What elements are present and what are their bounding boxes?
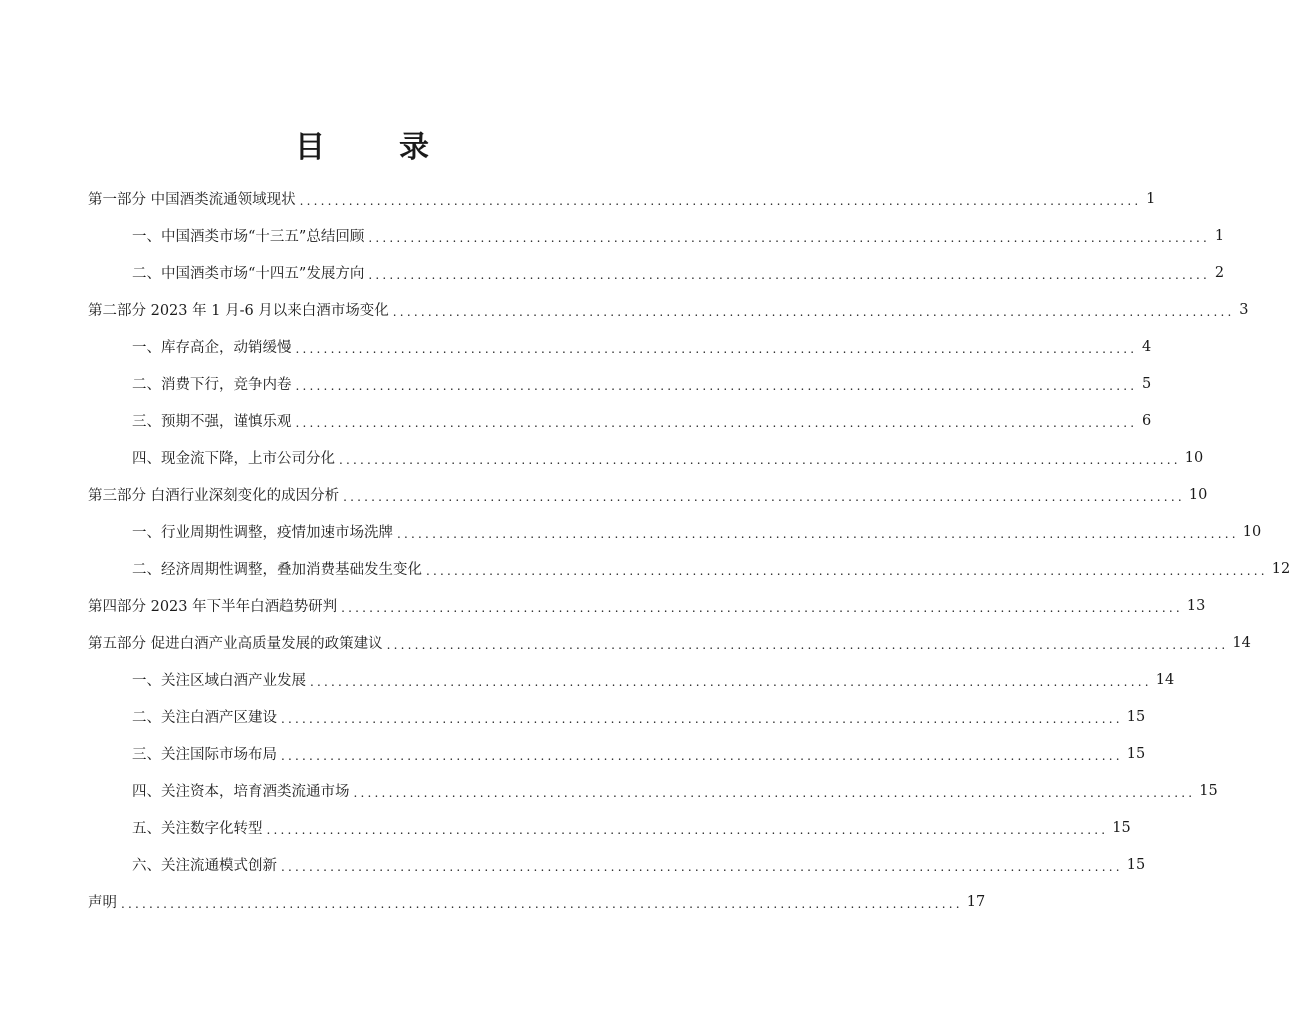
toc-entry-label: 第四部分 2023 年下半年白酒趋势研判 xyxy=(88,595,341,616)
toc-dot-leader: ........................................................................................................................ xyxy=(386,637,1229,652)
toc-dot-leader: ........................................................................................................................ xyxy=(397,526,1239,541)
toc-entry-page-number: 3 xyxy=(1239,301,1249,318)
toc-dot-leader: ........................................................................................................................ xyxy=(281,748,1123,763)
toc-entry[interactable] xyxy=(88,883,986,920)
table-of-contents xyxy=(88,180,1290,920)
toc-entry-label: 一、中国酒类市场“十三五”总结回顾 xyxy=(132,225,368,246)
toc-entry-label: 二、经济周期性调整，叠加消费基础发生变化 xyxy=(132,558,426,579)
toc-entry[interactable] xyxy=(88,180,1156,217)
toc-entry-label: 一、行业周期性调整，疫情加速市场洗牌 xyxy=(132,521,397,542)
toc-dot-leader: ........................................................................................................................ xyxy=(353,785,1196,800)
toc-entry-page-number: 13 xyxy=(1186,597,1206,614)
toc-title: 目 录 xyxy=(295,130,451,165)
toc-dot-leader: ........................................................................................................................ xyxy=(299,193,1142,208)
toc-entry-page-number: 15 xyxy=(1126,708,1146,725)
toc-entry-label: 一、关注区域白酒产业发展 xyxy=(132,669,310,690)
toc-entry[interactable] xyxy=(88,291,1249,328)
toc-entry-page-number: 2 xyxy=(1214,264,1225,281)
toc-dot-leader: ........................................................................................................................ xyxy=(295,415,1138,430)
toc-entry-label: 五、关注数字化转型 xyxy=(132,817,267,838)
toc-entry-page-number: 4 xyxy=(1142,338,1152,355)
toc-dot-leader: ........................................................................................................................ xyxy=(295,341,1138,356)
toc-entry[interactable] xyxy=(88,735,1146,772)
toc-entry-page-number: 10 xyxy=(1242,523,1262,540)
toc-entry[interactable] xyxy=(88,217,1225,254)
toc-entry-label: 六、关注流通模式创新 xyxy=(132,854,281,875)
toc-entry-page-number: 12 xyxy=(1271,560,1290,577)
toc-entry-label: 二、中国酒类市场“十四五”发展方向 xyxy=(132,262,368,283)
toc-entry[interactable] xyxy=(88,809,1131,846)
toc-entry-page-number: 15 xyxy=(1126,745,1146,762)
toc-entry-label: 第三部分 白酒行业深刻变化的成因分析 xyxy=(88,484,343,505)
toc-dot-leader: ........................................................................................................................ xyxy=(341,600,1183,615)
toc-dot-leader: ........................................................................................................................ xyxy=(368,230,1211,245)
toc-entry-label: 声明 xyxy=(88,891,121,912)
toc-entry[interactable] xyxy=(88,365,1152,402)
toc-dot-leader: ........................................................................................................................ xyxy=(281,711,1123,726)
toc-entry[interactable] xyxy=(88,624,1251,661)
toc-dot-leader: ........................................................................................................................ xyxy=(392,304,1235,319)
toc-entry-label: 二、关注白酒产区建设 xyxy=(132,706,281,727)
toc-entry[interactable] xyxy=(88,328,1152,365)
toc-entry[interactable] xyxy=(88,439,1204,476)
toc-entry-page-number: 14 xyxy=(1155,671,1175,688)
toc-entry-label: 四、现金流下降，上市公司分化 xyxy=(132,447,339,468)
toc-entry[interactable] xyxy=(88,513,1262,550)
toc-dot-leader: ........................................................................................................................ xyxy=(426,563,1268,578)
toc-dot-leader: ........................................................................................................................ xyxy=(339,452,1181,467)
toc-entry-label: 三、预期不强，谨慎乐观 xyxy=(132,410,296,431)
toc-entry[interactable] xyxy=(88,772,1218,809)
toc-entry[interactable] xyxy=(88,254,1225,291)
toc-entry-page-number: 15 xyxy=(1112,819,1131,836)
toc-dot-leader: ........................................................................................................................ xyxy=(343,489,1185,504)
toc-entry-page-number: 5 xyxy=(1142,375,1152,392)
toc-entry-page-number: 1 xyxy=(1146,190,1156,207)
toc-dot-leader: ........................................................................................................................ xyxy=(295,378,1138,393)
toc-entry[interactable] xyxy=(88,698,1146,735)
toc-entry-label: 四、关注资本，培育酒类流通市场 xyxy=(132,780,354,801)
toc-entry[interactable] xyxy=(88,402,1152,439)
toc-entry-page-number: 1 xyxy=(1214,227,1225,244)
toc-entry-label: 第五部分 促进白酒产业高质量发展的政策建议 xyxy=(88,632,387,653)
toc-entry-label: 第二部分 2023 年 1 月-6 月以来白酒市场变化 xyxy=(88,299,393,320)
toc-entry-label: 三、关注国际市场布局 xyxy=(132,743,281,764)
toc-entry-page-number: 15 xyxy=(1126,856,1146,873)
toc-entry[interactable] xyxy=(88,550,1290,587)
toc-dot-leader: ........................................................................................................................ xyxy=(281,859,1123,874)
toc-entry-page-number: 10 xyxy=(1184,449,1204,466)
toc-entry-page-number: 6 xyxy=(1142,412,1152,429)
toc-entry-label: 一、库存高企，动销缓慢 xyxy=(132,336,296,357)
toc-entry-label: 二、消费下行，竞争内卷 xyxy=(132,373,296,394)
toc-entry-label: 第一部分 中国酒类流通领域现状 xyxy=(88,188,300,209)
toc-entry-page-number: 14 xyxy=(1232,634,1251,651)
toc-entry[interactable] xyxy=(88,476,1208,513)
toc-dot-leader: ........................................................................................................................ xyxy=(310,674,1152,689)
toc-entry[interactable] xyxy=(88,661,1175,698)
toc-entry-page-number: 15 xyxy=(1199,782,1218,799)
toc-entry-page-number: 10 xyxy=(1188,486,1208,503)
toc-entry[interactable] xyxy=(88,587,1206,624)
toc-entry[interactable] xyxy=(88,846,1146,883)
toc-dot-leader: ........................................................................................................................ xyxy=(266,822,1109,837)
toc-entry-page-number: 17 xyxy=(966,893,986,910)
toc-dot-leader: ........................................................................................................................ xyxy=(121,896,963,911)
toc-dot-leader: ........................................................................................................................ xyxy=(368,267,1211,282)
